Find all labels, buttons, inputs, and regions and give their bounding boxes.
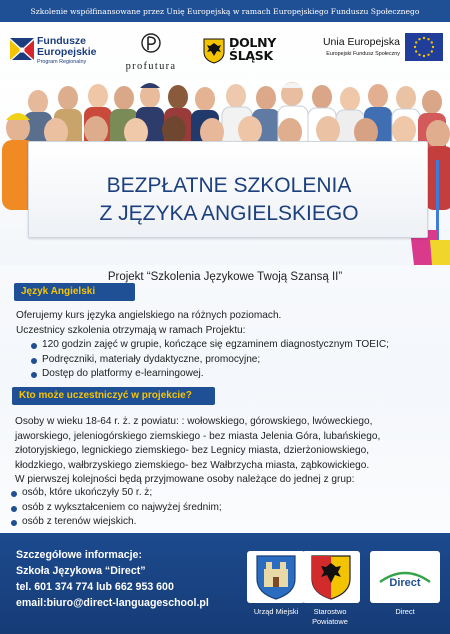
funding-strip (0, 0, 450, 22)
list-item: osób z terenów wiejskich. (10, 515, 222, 530)
intro-line-1: Oferujemy kurs języka angielskiego na różnych poziomach. (16, 310, 282, 321)
partner-label-direct: Direct (395, 607, 415, 616)
email-address: email:biuro@direct-languageschool.pl (16, 597, 209, 609)
fundusze-europejskie-icon (10, 38, 34, 60)
project-title: Projekt “Szkolenia Językowe Twoją Szansą II” (107, 271, 343, 283)
eligibility-line: złotoryjskiego, legnickiego ziemskiego- bez Legnicy miasta, dzierżoniowskiego, (15, 445, 370, 457)
direct-logo-icon (374, 562, 436, 592)
language-section-tag: Język Angielski (14, 283, 135, 301)
list-item: Dostęp do platformy e-learningowej. (28, 367, 389, 382)
partner-label-line: Powiatowe (312, 617, 348, 626)
eligibility-line: kłodzkiego, wałbrzyskiego ziemskiego- bez Wałbrzycha miasta, ząbkowickiego. (15, 459, 370, 471)
partner-label-urzad: Urząd Miejski (253, 607, 299, 616)
eligibility-line: W pierwszej kolejności będą przyjmowane osoby należące do jednej z grup: (15, 474, 355, 486)
list-item: 120 godzin zajęć w grupie, kończące się egzaminem diagnostycznym TOEIC; (28, 338, 389, 353)
benefits-list (28, 338, 389, 382)
eligibility-line: Osoby w wieku 18-64 r. ż. z powiatu: : wołowskiego, górowskiego, lwóweckiego, (15, 416, 373, 427)
profutura-icon (141, 32, 161, 54)
urzad-miejski-crest (247, 551, 305, 603)
town-crest-icon (254, 553, 298, 601)
eu-flag-icon (405, 33, 443, 61)
funding-note: Szkolenie współfinansowane przez Unię Europejską w ramach Europejskiego Funduszu Społecznego (30, 6, 420, 16)
intro-line-2: Uczestnicy szkolenia otrzymają w ramach Projektu: (16, 324, 246, 336)
list-item: osób z wykształceniem co najwyżej średnim; (10, 501, 222, 516)
starostwo-powiatowe-crest (302, 551, 360, 603)
eligibility-line: jaworskiego, jeleniogórskiego ziemskiego - bez miasta Jelenia Góra, lubańskiego, (15, 430, 381, 442)
eligibility-section-tag: Kto może uczestniczyć w projekcie? (12, 387, 215, 405)
ds-line-1: DOLNY (229, 35, 276, 50)
headline-banner (28, 141, 428, 238)
ue-line-1: Unia Europejska (322, 36, 400, 48)
headline-line-1: BEZPŁATNE SZKOLENIA (106, 174, 352, 197)
priority-groups-list (10, 486, 222, 530)
list-item: Podręczniki, materiały dydaktyczne, promocyjne; (28, 353, 389, 368)
direct-logo (370, 551, 440, 603)
ds-line-2: ŚLĄSK (229, 47, 273, 63)
profutura-logo (111, 32, 191, 76)
direct-logo-text: Direct (389, 577, 421, 589)
fe-line-3: Program Regionalny (37, 59, 87, 66)
partner-label-starostwo (298, 607, 362, 627)
profutura-name: profutura (125, 61, 177, 72)
list-item: osób, które ukończyły 50 r. ż; (10, 486, 222, 501)
county-crest-icon (309, 553, 353, 601)
contact-block (16, 547, 209, 611)
footer (0, 533, 450, 634)
fe-line-1: Fundusze (37, 35, 86, 47)
school-name: Szkoła Językowa “Direct” (16, 565, 146, 577)
eligibility-text (15, 415, 440, 488)
partner-label-line: Starostwo (313, 607, 347, 616)
eagle-crest-icon (203, 38, 225, 64)
contact-heading: Szczegółowe informacje: (16, 549, 142, 561)
ue-line-2: Europejski Fundusz Społeczny (326, 51, 400, 57)
headline-line-2: Z JĘZYKA ANGIELSKIEGO (99, 202, 359, 225)
fundusze-europejskie-logo (10, 34, 108, 78)
fe-line-2: Europejskie (37, 46, 97, 59)
unia-europejska-logo (312, 30, 444, 80)
phone-number: tel. 601 374 774 lub 662 953 600 (16, 581, 174, 593)
logo-row (0, 26, 450, 80)
dolny-slask-logo (203, 36, 298, 72)
course-intro (16, 309, 281, 338)
